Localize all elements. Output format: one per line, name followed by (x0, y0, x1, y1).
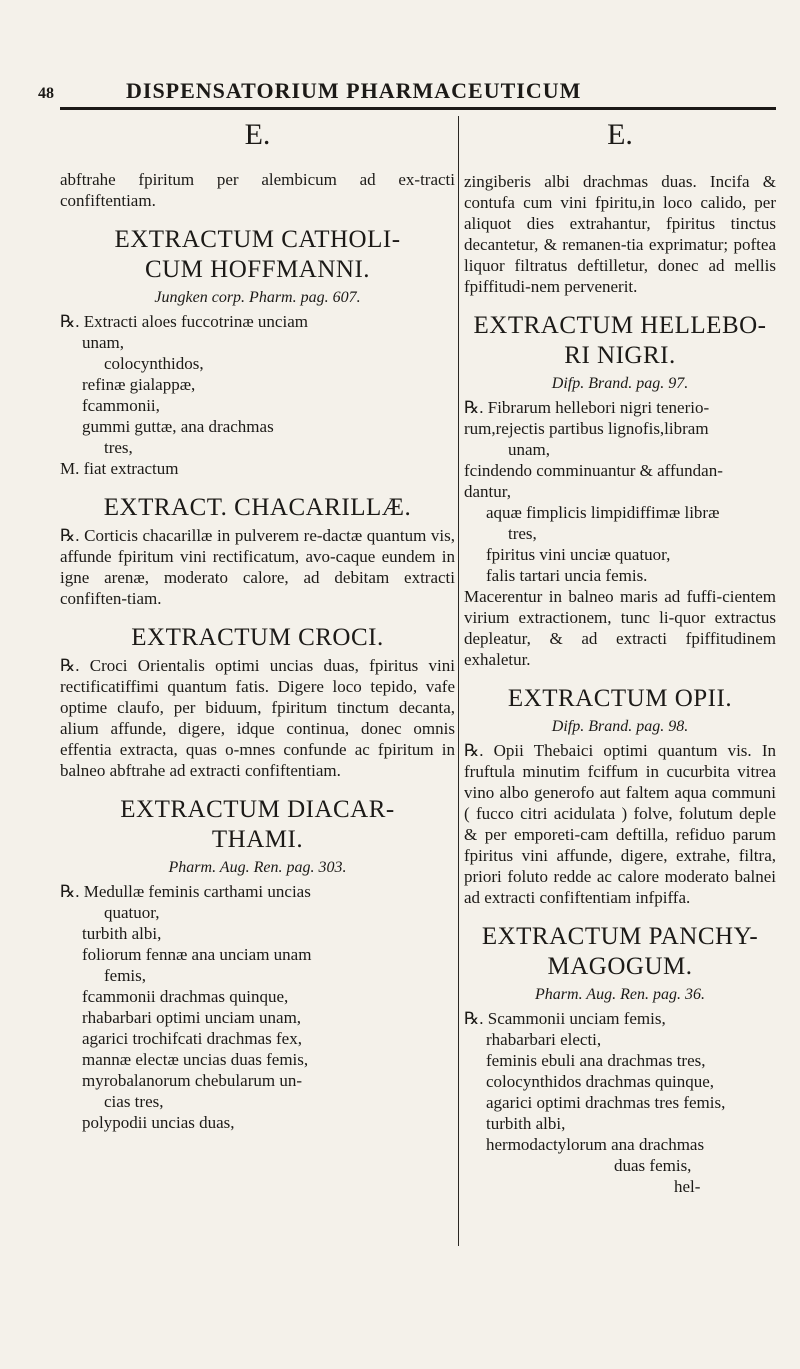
recipe-line: refinæ gialappæ, (82, 375, 196, 394)
left-column (60, 115, 455, 1133)
recipe-line: mannæ electæ uncias duas femis, (82, 1050, 309, 1069)
recipe-line: ℞. Extracti aloes fuccotrinæ unciam (60, 312, 308, 331)
recipe-line: agarici optimi drachmas tres femis, (486, 1093, 726, 1112)
title-line: EXTRACTUM PANCHY- (481, 923, 759, 950)
reference: Pharm. Aug. Ren. pag. 303. (168, 859, 347, 876)
entry-title-chacarillae: EXTRACT. CHACARILLÆ. (103, 494, 412, 521)
running-title: DISPENSATORIUM PHARMACEUTICUM (126, 78, 582, 103)
recipe-line: agarici trochifcati drachmas fex, (82, 1029, 302, 1048)
recipe-line: myrobalanorum chebularum un- (82, 1071, 302, 1090)
recipe-line: tres, (104, 438, 133, 457)
entry-title-diacarthami (60, 795, 455, 855)
recipe-line: turbith albi, (486, 1114, 566, 1133)
recipe-line: quatuor, (104, 903, 160, 922)
reference: Jungken corp. Pharm. pag. 607. (154, 289, 361, 306)
recipe-line: tres, (508, 524, 537, 543)
recipe-line: unam, (82, 333, 125, 352)
recipe-line: foliorum fennæ ana unciam unam (82, 945, 312, 964)
entry-text: Macerentur in balneo maris ad fuffi-cientem virium extractionem, tunc li-quor extractus depleatur, & ad extracti fpiffitudinem exhaletur. (464, 587, 776, 669)
recipe-line: fcammonii, (82, 396, 160, 415)
entry-title-hellebori (464, 311, 776, 371)
recipe-line: fcindendo comminuantur & affundan- (464, 461, 723, 480)
title-line: RI NIGRI. (564, 342, 676, 369)
recipe-line: ℞. Scammonii unciam femis, (464, 1009, 666, 1028)
recipe-line: hermodactylorum ana drachmas (486, 1135, 705, 1154)
recipe-line: cias tres, (104, 1092, 164, 1111)
right-column (464, 115, 776, 1197)
recipe-line: colocynthidos drachmas quinque, (486, 1072, 715, 1091)
recipe-line: fpiritus vini unciæ quatuor, (486, 545, 671, 564)
title-line: MAGOGUM. (547, 953, 693, 980)
recipe-line: ℞. Medullæ feminis carthami uncias (60, 882, 311, 901)
title-line: EXTRACTUM DIACAR- (120, 796, 395, 823)
recipe-list (464, 397, 776, 586)
recipe-line: unam, (508, 440, 551, 459)
title-line: EXTRACTUM CATHOLI- (114, 226, 401, 253)
recipe-line: polypodii uncias duas, (82, 1113, 235, 1132)
entry-title-catholicum (60, 225, 455, 285)
recipe-line: feminis ebuli ana drachmas tres, (486, 1051, 706, 1070)
entry-text: ℞. Croci Orientalis optimi uncias duas, fpiritus vini rectificatiffimi quantum fatis. Digere loco tepido, vafe optime claufo, per biduum, fpiritum tinctum decanta, alium affunde, digere, idque continua, donec omnis effentia extracta, quas o-mnes confunde ac fpiritum in balneo abftrahe ad extracti confiftentiam. (60, 656, 455, 780)
reference: Difp. Brand. pag. 97. (551, 375, 689, 392)
title-line: CUM HOFFMANNI. (144, 256, 371, 283)
running-header (40, 78, 765, 104)
recipe-line: rhabarbari electi, (486, 1030, 602, 1049)
page-number: 48 (38, 85, 54, 102)
recipe-line: rhabarbari optimi unciam unam, (82, 1008, 302, 1027)
entry-title-croci: EXTRACTUM CROCI. (131, 624, 384, 651)
section-letter: E. (244, 118, 271, 151)
continuation-text: abftrahe fpiritum per alembicum ad ex-tracti confiftentiam. (60, 170, 455, 210)
column-divider (458, 116, 459, 1246)
title-line: THAMI. (211, 826, 304, 853)
recipe-line: ℞. Fibrarum hellebori nigri tenerio- (464, 398, 710, 417)
recipe-line: falis tartari uncia femis. (486, 566, 648, 585)
reference: Pharm. Aug. Ren. pag. 36. (535, 986, 705, 1003)
recipe-line: aquæ fimplicis limpidiffimæ libræ (486, 503, 720, 522)
reference: Difp. Brand. pag. 98. (551, 718, 689, 735)
recipe-list (464, 1008, 776, 1197)
recipe-line: turbith albi, (82, 924, 162, 943)
recipe-line: dantur, (464, 482, 511, 501)
section-letter: E. (607, 118, 633, 151)
recipe-list (60, 881, 455, 1133)
entry-title-opii: EXTRACTUM OPII. (507, 685, 733, 712)
continuation-text: zingiberis albi drachmas duas. Incifa & contufa cum vini fpiritu,in loco calido, per aliquot dies extrahantur, fpiritus tinctus decantetur, & remanen-tia exprimatur; poftea liquor filtratus deftilletur, donec ad mellis fpiffitudi-nem pervenerit. (464, 172, 776, 296)
recipe-line: duas femis, (614, 1156, 692, 1175)
recipe-line: rum,rejectis partibus lignofis,libram (464, 419, 709, 438)
recipe-list (60, 311, 455, 479)
title-line: EXTRACTUM HELLEBO- (473, 312, 767, 339)
entry-text: ℞. Opii Thebaici optimi quantum vis. In fruftula minutim fciffum in cucurbita vitrea vino albo generofo aut faltem aqua communi ( fucco citri acidulata ) folve, folutum deple & per emporeti-cam deftilla, refiduo parum fpiritus vini affunde, digere, extrahe, filtra, priori foluto redde ac calore moderato balnei ad extracti confiftentiam infpiffa. (464, 741, 776, 907)
header-rule (60, 107, 776, 110)
recipe-line: gummi guttæ, ana drachmas (82, 417, 274, 436)
catchword: hel- (674, 1177, 701, 1196)
recipe-line: M. fiat extractum (60, 459, 179, 478)
recipe-line: femis, (104, 966, 147, 985)
recipe-line: colocynthidos, (104, 354, 204, 373)
entry-text: ℞. Corticis chacarillæ in pulverem re-dactæ quantum vis, affunde fpiritum vini rectificatum, avo-caque eundem in igne arenæ, moderato calore, ad debitam extracti confiften-tiam. (60, 526, 455, 608)
recipe-line: fcammonii drachmas quinque, (82, 987, 289, 1006)
entry-title-panchymagogum (464, 922, 776, 982)
